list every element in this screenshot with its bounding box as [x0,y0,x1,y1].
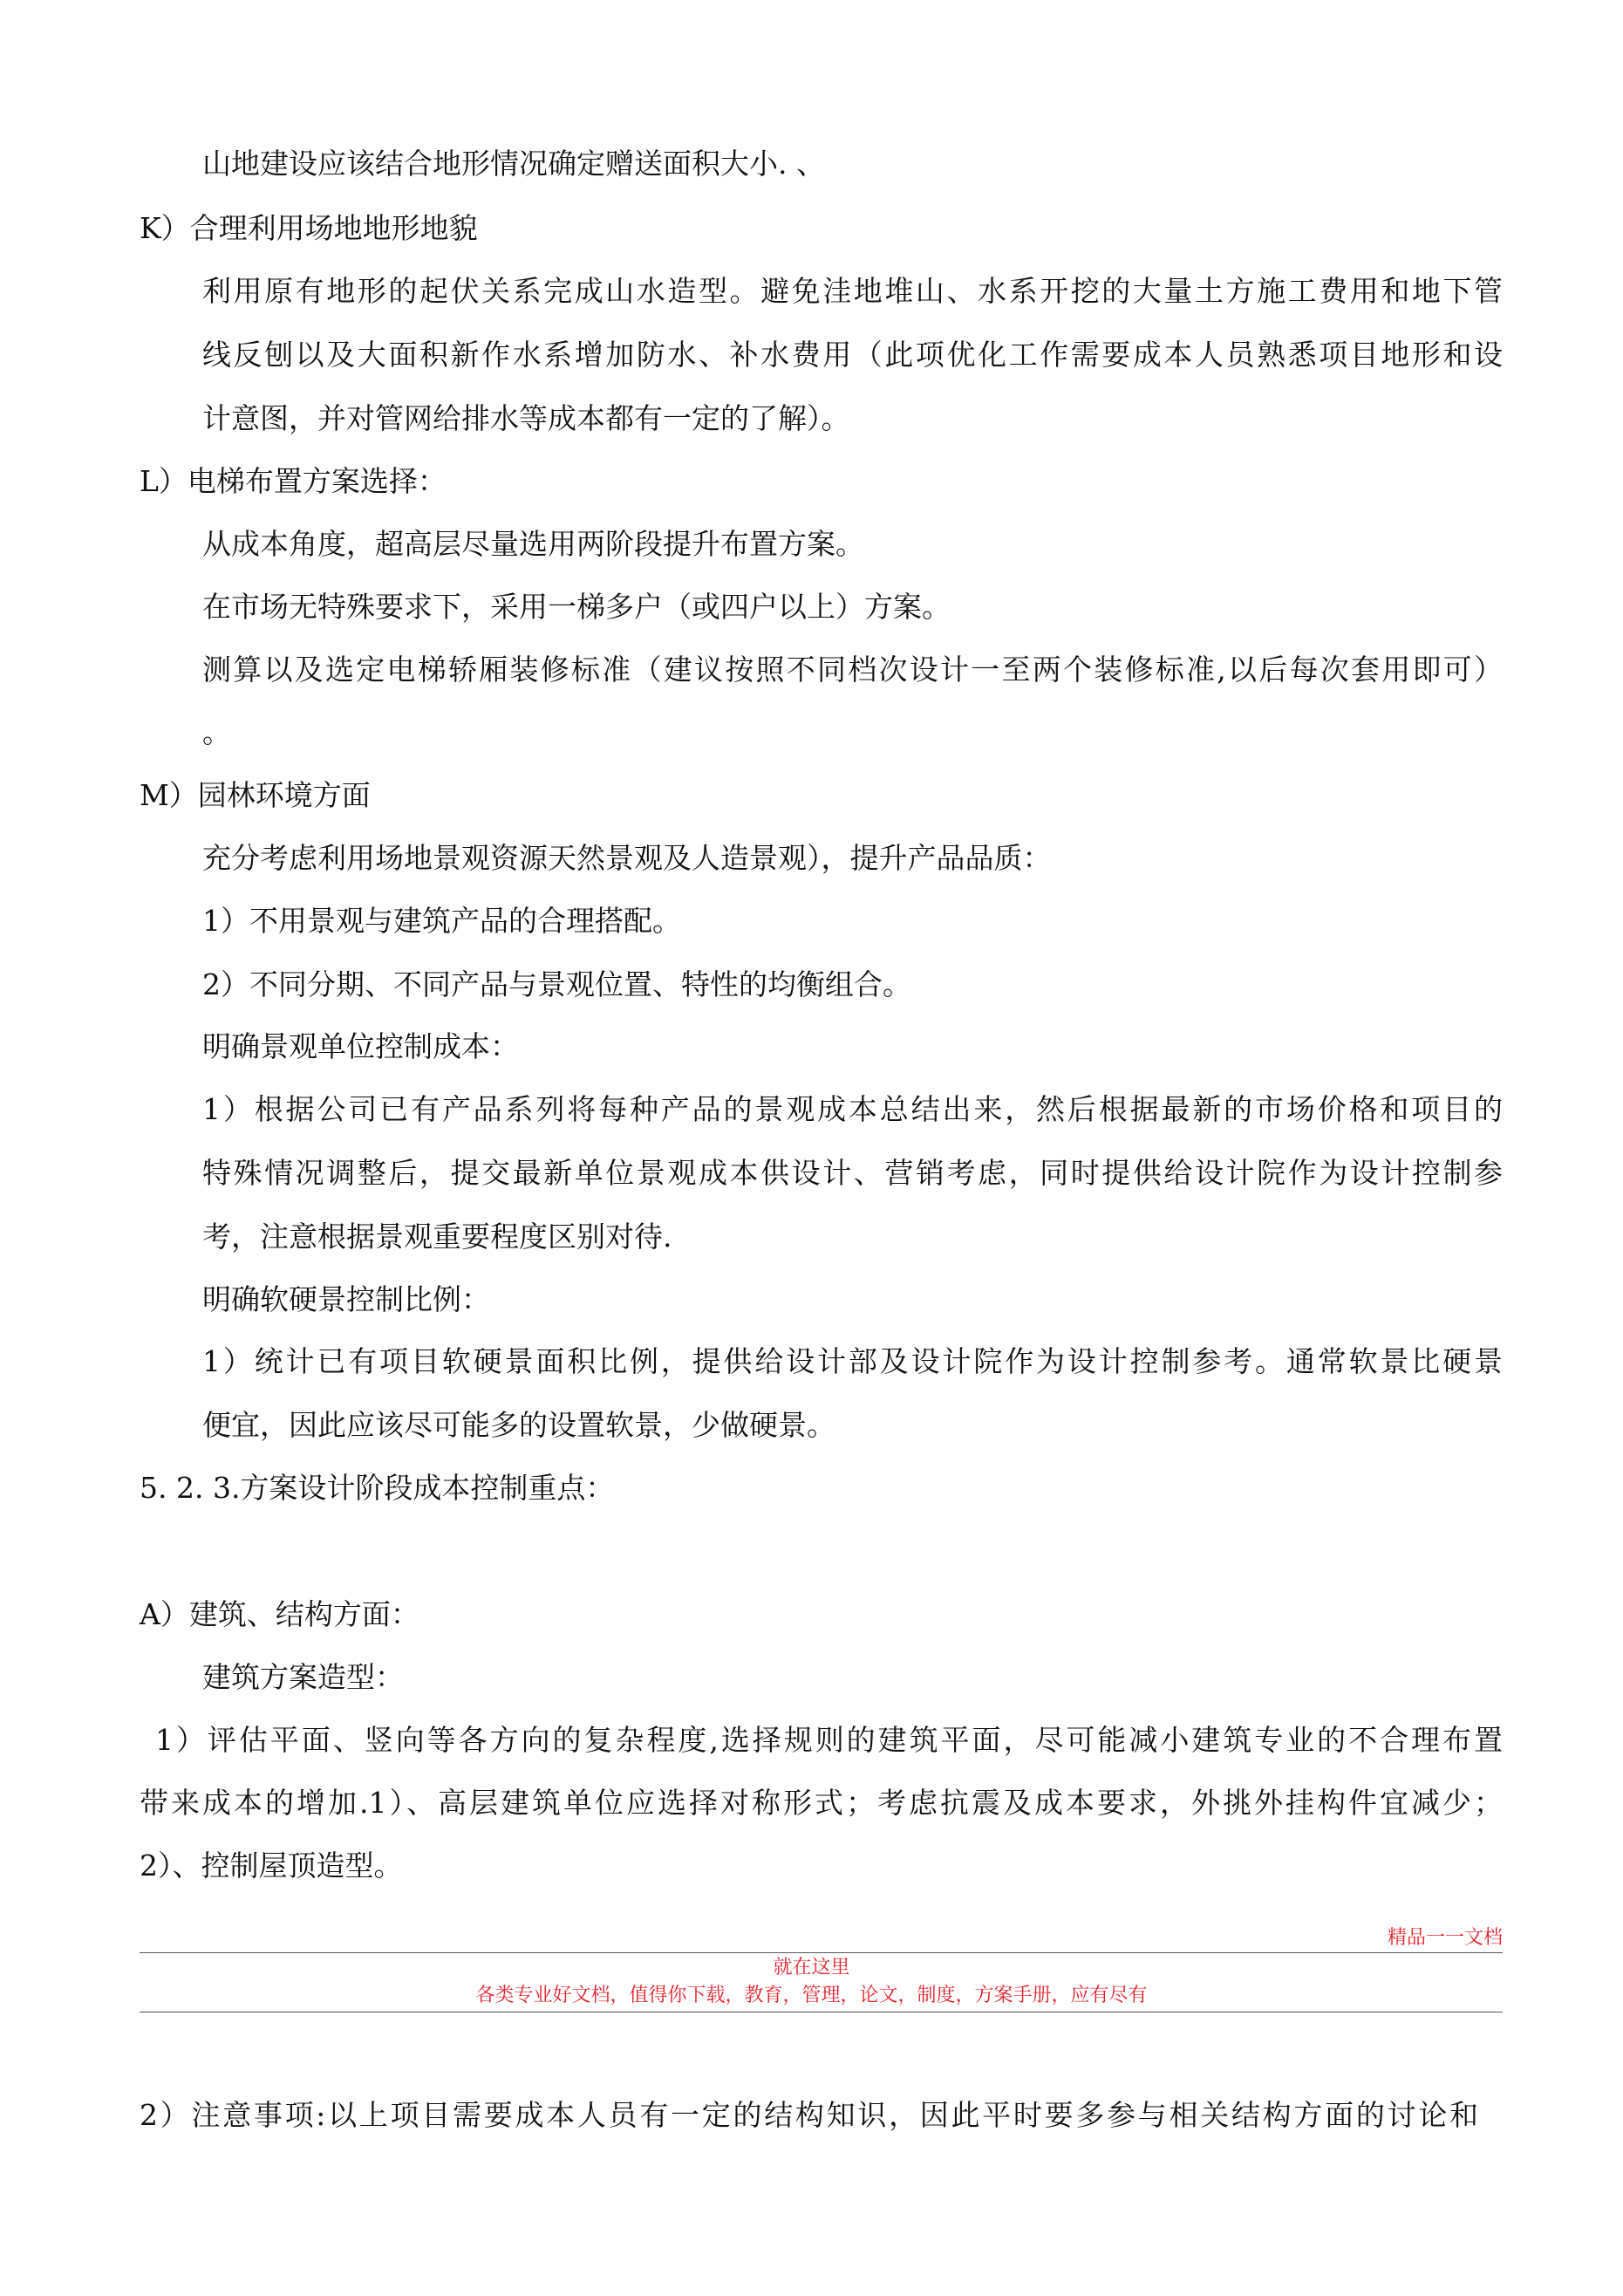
paragraph-line: 山地建设应该结合地形情况确定赠送面积大小. 、 [202,147,825,181]
list-item: 1）根据公司已有产品系列将每种产品的景观成本总结出来，然后根据最新的市场价格和项目的 [202,1092,1503,1126]
paragraph-line: 明确软硬景控制比例： [202,1282,490,1316]
footer-description: 各类专业好文档，值得你下载，教育，管理，论文，制度，方案手册，应有尽有 [475,1985,1148,2006]
paragraph-line: 计意图，并对管网给排水等成本都有一定的了解）。 [202,401,850,435]
footer-tagline: 就在这里 [773,1957,850,1978]
footer-rule-top [140,1952,1503,1953]
footer-brand: 精品一一文档 [1387,1927,1503,1949]
paragraph-line: 测算以及选定电梯轿厢装修标准（建议按照不同档次设计一至两个装修标准,以后每次套用即可） [202,653,1503,687]
paragraph-line: 带来成本的增加.1）、高层建筑单位应选择对称形式；考虑抗震及成本要求，外挑外挂构件宜减少； [140,1786,1503,1820]
list-item: 1）不用景观与建筑产品的合理搭配。 [202,904,681,938]
paragraph-line: 特殊情况调整后，提交最新单位景观成本供设计、营销考虑，同时提供给设计院作为设计控制参 [202,1156,1503,1190]
paragraph-line: 在市场无特殊要求下，采用一梯多户（或四户以上）方案。 [202,590,951,624]
section-heading: M）园林环境方面 [140,778,371,812]
paragraph-line: 建筑方案造型： [202,1660,404,1694]
section-heading: K）合理利用场地地形地貌 [140,211,478,245]
paragraph-line: 利用原有地形的起伏关系完成山水造型。避免洼地堆山、水系开挖的大量土方施工费用和地下管 [202,274,1503,308]
paragraph-line: 线反刨以及大面积新作水系增加防水、补水费用（此项优化工作需要成本人员熟悉项目地形和设 [202,338,1503,372]
paragraph-line: 从成本角度，超高层尽量选用两阶段提升布置方案。 [202,527,864,561]
section-heading: 5. 2. 3.方案设计阶段成本控制重点： [140,1471,615,1505]
paragraph-line: 2）注意事项:以上项目需要成本人员有一定的结构知识，因此平时要多参与相关结构方面的讨论和 [140,2098,1478,2132]
list-item: 1）统计已有项目软硬景面积比例，提供给设计部及设计院作为设计控制参考。通常软景比硬景 [202,1344,1503,1378]
section-heading: L）电梯布置方案选择： [140,464,447,498]
paragraph-line: 。 [202,715,231,749]
paragraph-line: 明确景观单位控制成本： [202,1029,519,1063]
list-item: 2）不同分期、不同产品与景观位置、特性的均衡组合。 [202,967,911,1001]
list-item: 1）评估平面、竖向等各方向的复杂程度,选择规则的建筑平面，尽可能减小建筑专业的不合理布置 [155,1723,1503,1757]
paragraph-line: 2）、控制屋顶造型。 [140,1848,403,1883]
paragraph-line: 充分考虑利用场地景观资源天然景观及人造景观），提升产品品质： [202,841,1052,875]
paragraph-line: 便宜，因此应该尽可能多的设置软景，少做硬景。 [202,1408,835,1442]
paragraph-line: 考，注意根据景观重要程度区别对待. [202,1220,672,1254]
section-heading: A）建筑、结构方面： [140,1597,419,1631]
